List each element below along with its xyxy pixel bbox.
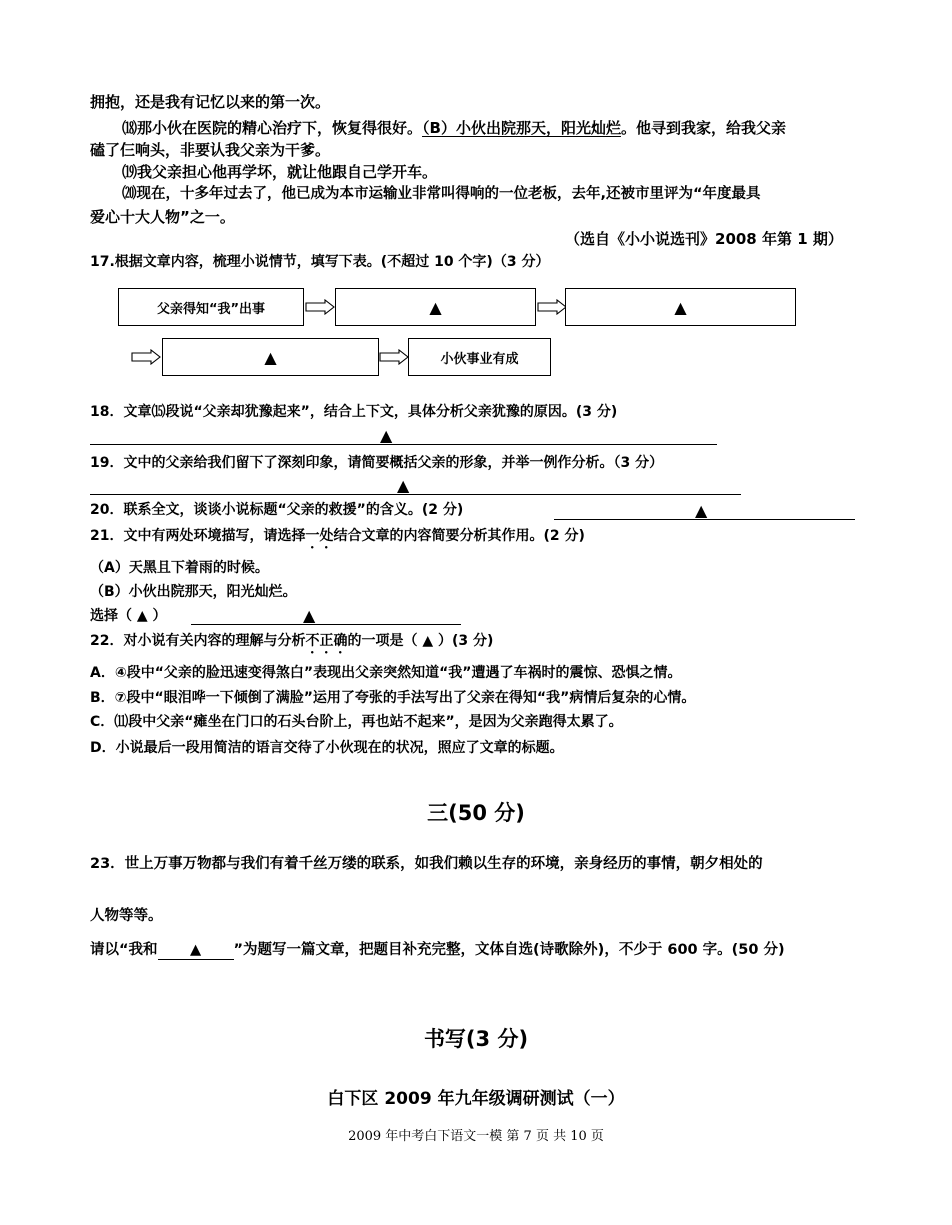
- option-b: （B）小伙出院那天，阳光灿烂。: [90, 584, 297, 600]
- arrow-right-icon: [379, 349, 409, 365]
- title-blank-mark: ▲: [189, 942, 202, 958]
- question-23: 23．世上万事万物都与我们有着千丝万缕的联系，如我们赖以生存的环境，亲身经历的事情，朝夕相处的: [90, 856, 763, 872]
- title-blank[interactable]: [158, 942, 234, 960]
- choice-d[interactable]: D．小说最后一段用简洁的语言交待了小伙现在的状况，照应了文章的标题。: [90, 740, 564, 756]
- question-23-prompt: [90, 940, 785, 960]
- prompt-text: 请以“我和: [90, 942, 158, 958]
- question-21-text-2: 结合文章的内容简要分析其作用。(2 分): [333, 528, 585, 544]
- paragraph-18-underlined: （B）小伙出院那天，阳光灿烂: [422, 119, 621, 137]
- paragraph-18-text-2: 。他寻到我家，给我父亲: [620, 119, 786, 137]
- answer-mark-20: ▲: [695, 501, 708, 520]
- plot-box-5: 小伙事业有成: [408, 338, 551, 376]
- question-22-emphasis: 不正确: [305, 633, 348, 649]
- arrow-right-icon: [305, 299, 335, 315]
- option-a: （A）天黑且下着雨的时候。: [90, 560, 269, 576]
- paragraph-19: ⒆我父亲担心他再学坏，就让他跟自己学开车。: [122, 163, 438, 181]
- answer-mark-18: ▲: [380, 426, 393, 445]
- paragraph-20: ⒇现在，十多年过去了，他已成为本市运输业非常叫得响的一位老板，去年,还被市里评为“年度最具: [122, 186, 761, 202]
- arrow-right-icon: [131, 349, 161, 365]
- section-3-title: 三(50 分): [427, 801, 525, 825]
- exam-title: 白下区 2009 年九年级调研测试（一）: [327, 1089, 625, 1109]
- choice-c[interactable]: C．⑾段中父亲“瘫坐在门口的石头台阶上，再也站不起来”，是因为父亲跑得太累了。: [90, 714, 623, 730]
- plot-box-4[interactable]: ▲: [162, 338, 379, 376]
- question-19: 19．文中的父亲给我们留下了深刻印象，请简要概括父亲的形象，并举一例作分析。（3 分）: [90, 455, 664, 471]
- paragraph-18-cont: 磕了仨响头，非要认我父亲为干爹。: [90, 141, 331, 159]
- question-18: 18．文章⒂段说“父亲却犹豫起来”，结合上下文，具体分析父亲犹豫的原因。(3 分): [90, 404, 618, 420]
- prompt-text-2: ”为题写一篇文章，把题目补充完整，文体自选(诗歌除外)，不少于 600 字。(50 分): [233, 942, 785, 958]
- question-22: [90, 631, 493, 657]
- answer-mark-21: ▲: [303, 606, 316, 625]
- paragraph-18: [122, 118, 786, 138]
- question-17: 17.根据文章内容，梳理小说情节，填写下表。(不超过 10 个字)（3 分）: [90, 254, 550, 270]
- passage-line: 拥抱，还是我有记忆以来的第一次。: [90, 93, 331, 111]
- question-21-text: 21．文中有两处环境描写，请选择: [90, 528, 306, 544]
- question-20: 20．联系全文，谈谈小说标题“父亲的救援”的含义。(2 分): [90, 502, 464, 518]
- question-23-cont: 人物等等。: [90, 908, 163, 924]
- question-21: [90, 526, 585, 552]
- question-21-emphasis: 一处: [305, 528, 334, 544]
- page-footer: 2009 年中考白下语文一模 第 7 页 共 10 页: [348, 1129, 604, 1144]
- plot-box-3[interactable]: ▲: [565, 288, 796, 326]
- answer-line-21[interactable]: [191, 624, 461, 625]
- question-22-text: 22．对小说有关内容的理解与分析: [90, 633, 306, 649]
- paragraph-18-text: ⒅那小伙在医院的精心治疗下，恢复得很好。: [122, 119, 423, 137]
- answer-line-18[interactable]: [90, 444, 717, 445]
- answer-mark-19: ▲: [397, 476, 410, 495]
- answer-line-19[interactable]: [90, 494, 741, 495]
- writing-title: 书写(3 分): [423, 1027, 529, 1051]
- question-22-text-2: 的一项是（ ▲ ）(3 分): [347, 633, 494, 649]
- answer-line-20[interactable]: [554, 519, 855, 520]
- plot-box-1: 父亲得知“我”出事: [118, 288, 304, 326]
- choice-b[interactable]: B．⑦段中“眼泪哗一下倾倒了满脸”运用了夸张的手法写出了父亲在得知“我”病情后复杂的心情。: [90, 690, 696, 706]
- plot-box-2[interactable]: ▲: [335, 288, 536, 326]
- paragraph-20-cont: 爱心十大人物”之一。: [90, 208, 235, 226]
- choose-label[interactable]: 选择（ ▲ ）: [90, 608, 167, 624]
- arrow-right-icon: [537, 299, 567, 315]
- choice-a[interactable]: A．④段中“父亲的脸迅速变得煞白”表现出父亲突然知道“我”遭遇了车祸时的震惊、恐惧之情。: [90, 665, 682, 681]
- source-citation: （选自《小小说选刊》2008 年第 1 期）: [565, 230, 843, 248]
